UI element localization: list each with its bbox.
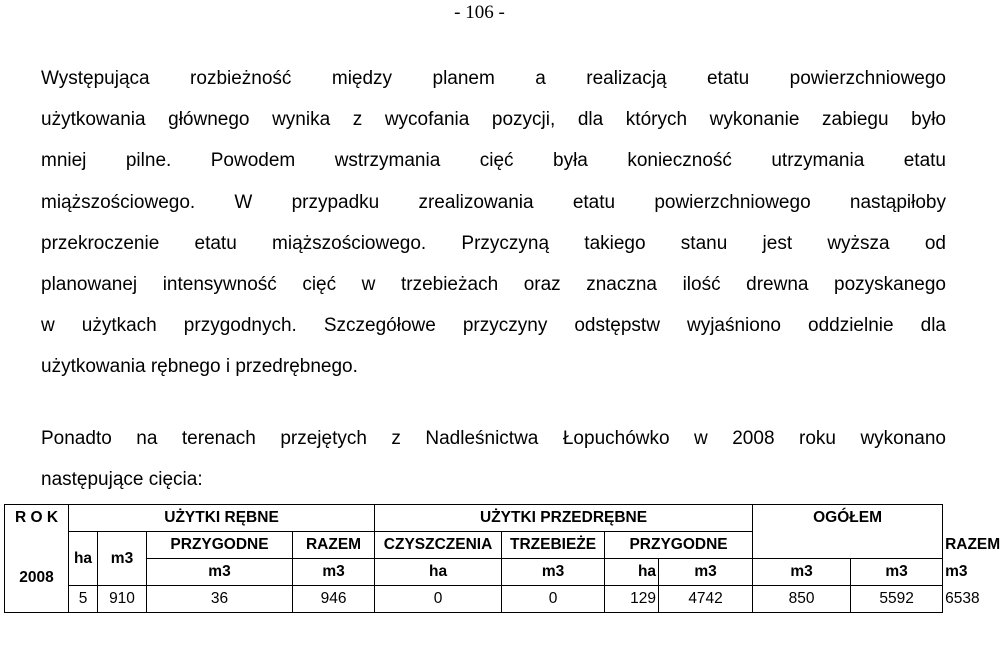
text-line: miąższościowego. W przypadku zrealizowania etatu powierzchniowego nastąpiłoby <box>41 191 946 213</box>
value-cell: 36 <box>147 586 293 613</box>
value-cell: 910 <box>98 586 147 613</box>
unit-row: 2008 m3 m3 ha m3 ha m3 m3 m3 m3 <box>5 559 943 586</box>
czyszczenia-header: CZYSZCZENIA <box>375 532 502 559</box>
paragraph-ponadto <box>41 418 946 500</box>
value-cell: 4742 <box>659 586 753 613</box>
text-line: następujące cięcia: <box>41 469 203 491</box>
text-line: Ponadto na terenach przejętych z Nadleśnictwa Łopuchówko w 2008 roku wykonano <box>41 428 946 449</box>
przygodne-header: PRZYGODNE <box>605 532 753 559</box>
unit-cell: m3 <box>502 559 605 586</box>
year-cell: 2008 <box>5 559 69 613</box>
unit-cell: m3 <box>851 559 943 586</box>
ha-header: ha <box>69 532 98 586</box>
value-cell: 5592 <box>851 586 943 613</box>
page-number: - 106 - <box>454 2 505 23</box>
unit-cell: ha <box>375 559 502 586</box>
value-cell: 0 <box>375 586 502 613</box>
text-line: w użytkach przygodnych. Szczegółowe przyczyny odstępstw wyjaśniono oddzielnie dla <box>41 315 946 337</box>
value-cell: 129 <box>605 586 659 613</box>
header-row-1 <box>5 505 943 532</box>
text-line: użytkowania rębnego i przedrębnego. <box>41 356 358 378</box>
text-line: planowanej intensywność cięć w trzebieżach oraz znaczna ilość drewna pozyskanego <box>41 274 946 296</box>
m3-header: m3 <box>98 532 147 586</box>
unit-cell: ha <box>605 559 659 586</box>
trzebieze-header: TRZEBIEŻE <box>502 532 605 559</box>
value-cell: 946 <box>293 586 375 613</box>
rok-header: R O K <box>5 505 69 532</box>
uzytki-przedrebne-header: UŻYTKI PRZEDRĘBNE <box>375 505 753 532</box>
ogolem-header: OGÓŁEM <box>753 505 943 559</box>
unit-cell: m3 <box>293 559 375 586</box>
data-row: 5 910 36 946 0 0 129 4742 850 5592 6538 <box>5 586 943 613</box>
cuts-table <box>4 504 1000 613</box>
unit-cell: m3 <box>753 559 851 586</box>
paragraph-rozbieznosc <box>41 58 946 388</box>
text-line: mniej pilne. Powodem wstrzymania cięć była konieczność utrzymania etatu <box>41 150 946 172</box>
przygodne-header: PRZYGODNE <box>147 532 293 559</box>
text-line: przekroczenie etatu miąższościowego. Przyczyną takiego stanu jest wyższa od <box>41 232 946 254</box>
value-cell: 850 <box>753 586 851 613</box>
value-cell: 0 <box>502 586 605 613</box>
uzytki-rebne-header: UŻYTKI RĘBNE <box>69 505 375 532</box>
header-row-2: ha m3 PRZYGODNE RAZEM CZYSZCZENIA TRZEBIEŻE PRZYGODNE RAZEM <box>5 532 943 559</box>
year-spacer <box>5 532 69 559</box>
razem-header: RAZEM <box>293 532 375 559</box>
text-line: Występująca rozbieżność między planem a realizacją etatu powierzchniowego <box>41 68 946 89</box>
unit-cell: m3 <box>147 559 293 586</box>
text-line: użytkowania głównego wynika z wycofania pozycji, dla których wykonanie zabiegu było <box>41 109 946 131</box>
unit-cell: m3 <box>659 559 753 586</box>
value-cell: 5 <box>69 586 98 613</box>
